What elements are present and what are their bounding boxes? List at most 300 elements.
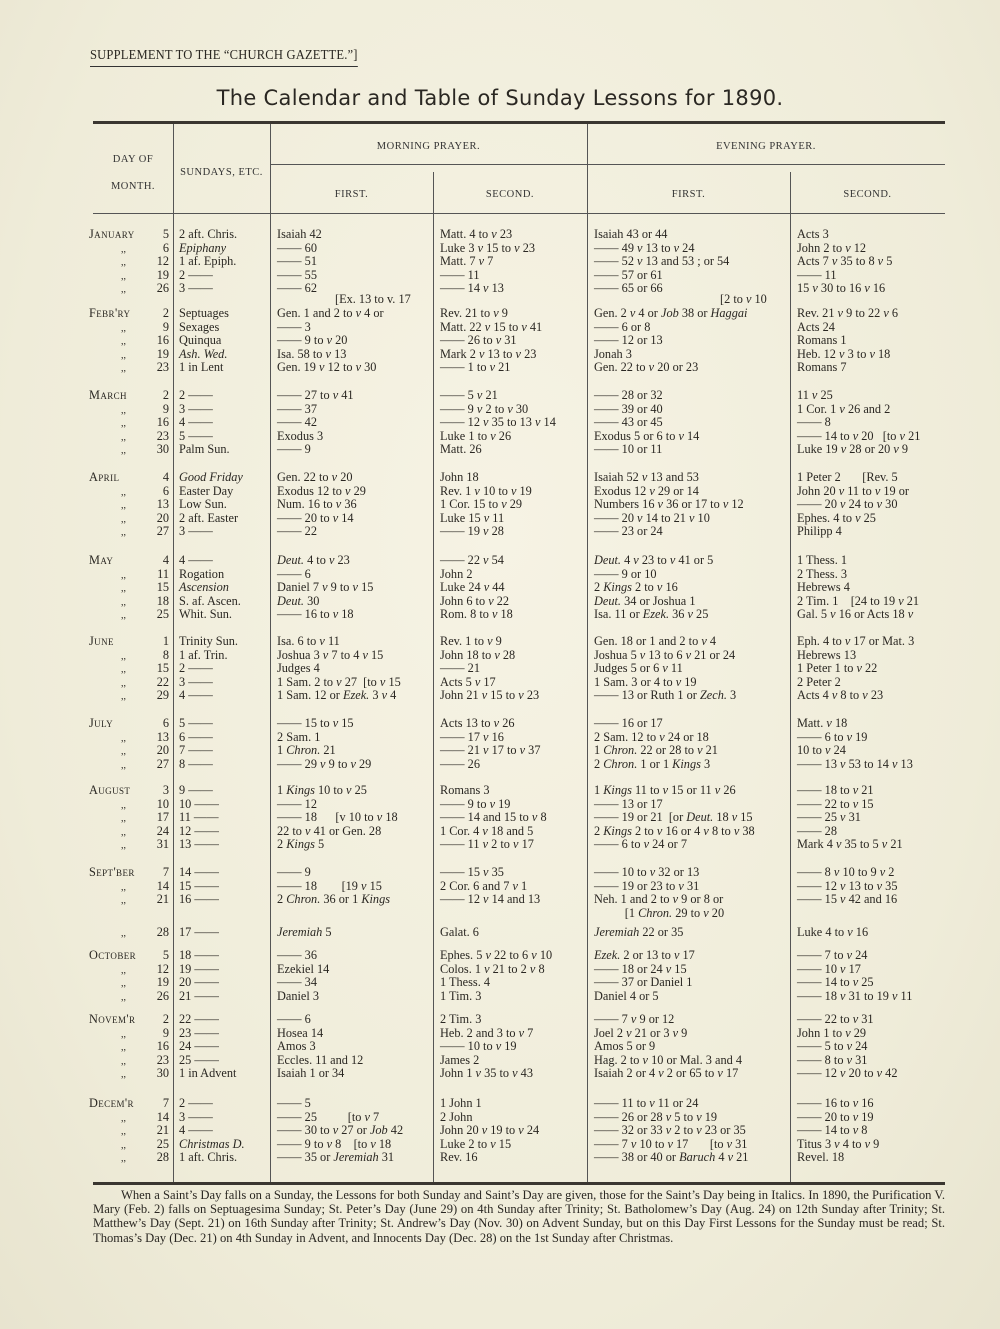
day-number: 20 bbox=[156, 743, 169, 758]
sunday-name: 2 aft. Easter bbox=[179, 510, 239, 525]
morning-first-lesson: —— 9 to v 20 bbox=[277, 333, 348, 348]
evening-first-lesson: —— 18 or 24 v 15 bbox=[594, 961, 687, 976]
lessons-table bbox=[89, 121, 945, 1185]
day-number: 24 bbox=[156, 823, 169, 838]
ditto-mark: ,, bbox=[121, 527, 126, 539]
sunday-name: S. af. Ascen. bbox=[179, 593, 241, 608]
evening-first-lesson: —— 11 to v 11 or 24 bbox=[594, 1096, 699, 1110]
sunday-name: 4 —— bbox=[179, 688, 213, 703]
morning-second-lesson: John 1 v 35 to v 43 bbox=[440, 1066, 533, 1081]
morning-first-lesson: —— 35 or Jeremiah 31 bbox=[277, 1150, 395, 1165]
sunday-name: 18 —— bbox=[179, 948, 219, 962]
day-number: 27 bbox=[156, 524, 169, 539]
morning-second-lesson: —— 22 v 54 bbox=[440, 553, 504, 567]
evening-second-lesson: —— 13 v 53 to 14 v 13 bbox=[797, 756, 913, 771]
evening-second-lesson: —— 6 to v 19 bbox=[797, 729, 868, 744]
evening-second-lesson: 1 Cor. 1 v 26 and 2 bbox=[797, 401, 891, 416]
morning-first-lesson: Isaiah 42 bbox=[277, 227, 322, 241]
evening-first-lesson: Deut. 4 v 23 to v 41 or 5 bbox=[594, 553, 714, 567]
evening-second-lesson: Philipp 4 bbox=[797, 524, 842, 539]
morning-first-lesson: —— 9 to v 8 [to v 18 bbox=[277, 1136, 392, 1151]
month-name: Sept'ber bbox=[89, 865, 135, 879]
month-name: July bbox=[89, 716, 113, 730]
morning-second-lesson: Rev. 1 v 10 to v 19 bbox=[440, 483, 532, 498]
morning-first-lesson: —— 12 bbox=[277, 796, 317, 811]
sunday-name: 6 —— bbox=[179, 729, 213, 744]
day-of-month bbox=[89, 634, 169, 649]
evening-second-lesson: —— 28 bbox=[797, 823, 837, 838]
morning-first-lesson: Eccles. 11 and 12 bbox=[277, 1052, 364, 1067]
day-number: 18 bbox=[156, 593, 169, 608]
supplement-heading: SUPPLEMENT TO THE “CHURCH GAZETTE.”] bbox=[90, 47, 358, 67]
evening-first-lesson: —— 9 or 10 bbox=[594, 566, 657, 581]
evening-second-lesson: Luke 19 v 28 or 20 v 9 bbox=[797, 442, 909, 457]
evening-first-lesson: —— 37 or Daniel 1 bbox=[594, 975, 693, 990]
column-divider bbox=[790, 172, 791, 1182]
day-of-month bbox=[93, 838, 169, 853]
morning-first-lesson: —— 18 [v 10 to v 18 bbox=[277, 810, 398, 825]
morning-first-lesson: —— 60 bbox=[277, 240, 317, 255]
morning-second-lesson: John 18 bbox=[440, 470, 479, 484]
ditto-mark: ,, bbox=[121, 1153, 126, 1165]
ditto-mark: ,, bbox=[121, 500, 126, 512]
morning-second-lesson: John 2 bbox=[440, 566, 473, 581]
morning-first-lesson: 2 Chron. 36 or 1 Kings bbox=[277, 892, 391, 907]
evening-first-lesson: —— 10 to v 32 or 13 bbox=[594, 865, 700, 879]
sunday-name: 3 —— bbox=[179, 674, 213, 689]
day-of-month bbox=[89, 1096, 169, 1111]
ditto-mark: ,, bbox=[121, 978, 126, 990]
evening-first-lesson: 2 Sam. 12 to v 24 or 18 bbox=[594, 729, 709, 744]
morning-second-lesson: —— 26 bbox=[440, 756, 480, 771]
morning-first-lesson: Deut. 4 to v 23 bbox=[277, 553, 350, 567]
header-morning-second: SECOND. bbox=[485, 189, 535, 200]
evening-second-lesson: 1 Peter 2 [Rev. 5 bbox=[797, 470, 898, 484]
morning-second-lesson: —— 21 bbox=[440, 661, 480, 676]
sunday-name: 4 —— bbox=[179, 1123, 213, 1138]
sunday-name: 4 —— bbox=[179, 415, 213, 430]
evening-first-lesson: 1 Sam. 3 or 4 to v 19 bbox=[594, 674, 697, 689]
ditto-mark: ,, bbox=[121, 895, 126, 907]
day-of-month bbox=[89, 948, 169, 963]
day-of-month bbox=[89, 388, 169, 403]
ditto-mark: ,, bbox=[121, 445, 126, 457]
day-number: 19 bbox=[156, 267, 169, 282]
evening-first-lesson: Jeremiah 22 or 35 bbox=[594, 925, 684, 940]
sunday-name: Whit. Sun. bbox=[179, 607, 232, 622]
morning-second-lesson: 1 Thess. 4 bbox=[440, 975, 491, 990]
morning-second-lesson: Matt. 7 v 7 bbox=[440, 254, 494, 269]
header-sundays: SUNDAYS, ETC. bbox=[180, 167, 263, 178]
evening-second-lesson: Mark 4 v 35 to 5 v 21 bbox=[797, 837, 903, 852]
sunday-name: 10 —— bbox=[179, 796, 219, 811]
morning-second-lesson: Colos. 1 v 21 to 2 v 8 bbox=[440, 961, 545, 976]
morning-second-lesson: Acts 5 v 17 bbox=[440, 674, 496, 689]
day-number: 12 bbox=[156, 961, 169, 976]
evening-first-lesson: 2 Kings 2 to v 16 or 4 v 8 to v 38 bbox=[594, 823, 755, 838]
evening-first-lesson: Ezek. 2 or 13 to v 17 bbox=[594, 948, 695, 962]
day-number: 8 bbox=[162, 647, 169, 662]
ditto-mark: ,, bbox=[121, 732, 126, 744]
morning-first-lesson: Isa. 58 to v 13 bbox=[277, 346, 347, 361]
day-of-month bbox=[93, 525, 169, 540]
morning-second-lesson: 1 Cor. 4 v 18 and 5 bbox=[440, 823, 534, 838]
sunday-name: Rogation bbox=[179, 566, 225, 581]
sunday-name: 1 in Lent bbox=[179, 360, 224, 375]
evening-first-lesson: 2 Chron. 1 or 1 Kings 3 bbox=[594, 756, 711, 771]
month-name: Decem'r bbox=[89, 1096, 134, 1110]
morning-second-lesson: —— 10 to v 19 bbox=[440, 1039, 517, 1054]
sunday-name: Sexages bbox=[179, 319, 220, 334]
continuation-note: [2 to v 10 bbox=[720, 292, 767, 307]
day-of-month bbox=[89, 227, 169, 242]
evening-first-lesson: —— 10 or 11 bbox=[594, 442, 663, 457]
morning-first-lesson: Deut. 30 bbox=[277, 593, 320, 608]
day-number: 19 bbox=[156, 975, 169, 990]
ditto-mark: ,, bbox=[121, 270, 126, 282]
morning-second-lesson: 2 Tim. 3 bbox=[440, 1012, 482, 1026]
morning-second-lesson: —— 9 v 2 to v 30 bbox=[440, 401, 529, 416]
day-number: 29 bbox=[156, 688, 169, 703]
day-number: 16 bbox=[156, 1039, 169, 1054]
evening-first-lesson: —— 52 v 13 and 53 ; or 54 bbox=[594, 254, 730, 269]
evening-second-lesson: 2 Tim. 1 [24 to 19 v 21 bbox=[797, 593, 920, 608]
morning-first-lesson: —— 34 bbox=[277, 975, 317, 990]
evening-second-lesson: —— 14 to v 8 bbox=[797, 1123, 868, 1138]
ditto-mark: ,, bbox=[121, 664, 126, 676]
evening-second-lesson: —— 10 v 17 bbox=[797, 961, 861, 976]
evening-second-lesson: Titus 3 v 4 to v 9 bbox=[797, 1136, 880, 1151]
sunday-name: 2 —— bbox=[179, 388, 213, 402]
morning-second-lesson: Matt. 4 to v 23 bbox=[440, 227, 513, 241]
evening-first-lesson: —— 26 or 28 v 5 to v 19 bbox=[594, 1109, 718, 1124]
morning-first-lesson: —— 29 v 9 to v 29 bbox=[277, 756, 372, 771]
evening-second-lesson: Acts 3 bbox=[797, 227, 829, 241]
evening-second-lesson: John 20 v 11 to v 19 or bbox=[797, 483, 909, 498]
morning-second-lesson: —— 19 v 28 bbox=[440, 524, 504, 539]
evening-second-lesson: —— 25 v 31 bbox=[797, 810, 861, 825]
day-number: 6 bbox=[162, 240, 169, 255]
morning-second-lesson: John 6 to v 22 bbox=[440, 593, 510, 608]
sunday-name: 3 —— bbox=[179, 401, 213, 416]
evening-second-lesson: Matt. v 18 bbox=[797, 716, 848, 730]
day-number: 20 bbox=[156, 510, 169, 525]
morning-first-lesson: Hosea 14 bbox=[277, 1025, 324, 1040]
evening-first-lesson: Isa. 11 or Ezek. 36 v 25 bbox=[594, 607, 709, 622]
month-name: October bbox=[89, 948, 137, 962]
header-divider bbox=[270, 164, 945, 165]
evening-first-lesson: —— 32 or 33 v 2 to v 23 or 35 bbox=[594, 1123, 746, 1138]
column-divider bbox=[270, 124, 271, 1182]
evening-first-lesson: —— 38 or 40 or Baruch 4 v 21 bbox=[594, 1150, 749, 1165]
evening-second-lesson: 15 v 30 to 16 v 16 bbox=[797, 281, 886, 296]
morning-second-lesson: —— 11 bbox=[440, 267, 480, 282]
month-name: April bbox=[89, 470, 120, 484]
evening-first-lesson: Amos 5 or 9 bbox=[594, 1039, 656, 1054]
evening-second-lesson: —— 7 to v 24 bbox=[797, 948, 868, 962]
evening-first-lesson: Judges 5 or 6 v 11 bbox=[594, 661, 683, 676]
morning-second-lesson: 1 John 1 bbox=[440, 1096, 482, 1110]
evening-second-lesson: Acts 7 v 35 to 8 v 5 bbox=[797, 254, 893, 269]
sunday-name: 17 —— bbox=[179, 925, 219, 940]
morning-second-lesson: 1 Tim. 3 bbox=[440, 988, 482, 1003]
ditto-mark: ,, bbox=[121, 257, 126, 269]
day-number: 2 bbox=[162, 388, 169, 402]
day-of-month bbox=[93, 361, 169, 376]
day-number: 4 bbox=[162, 553, 169, 567]
header-month: MONTH. bbox=[110, 181, 156, 192]
evening-second-lesson: —— 15 v 42 and 16 bbox=[797, 892, 898, 907]
evening-second-lesson: —— 18 v 31 to 19 v 11 bbox=[797, 988, 913, 1003]
evening-second-lesson: Acts 24 bbox=[797, 319, 835, 334]
day-number: 2 bbox=[162, 1012, 169, 1026]
sunday-name: 5 —— bbox=[179, 428, 213, 443]
ditto-mark: ,, bbox=[121, 826, 126, 838]
ditto-mark: ,, bbox=[121, 404, 126, 416]
day-number: 14 bbox=[156, 1109, 169, 1124]
evening-first-lesson: —— 6 or 8 bbox=[594, 319, 651, 334]
evening-first-lesson: —— 6 to v 24 or 7 bbox=[594, 837, 687, 852]
evening-first-lesson: Jonah 3 bbox=[594, 346, 632, 361]
day-number: 5 bbox=[162, 948, 169, 962]
ditto-mark: ,, bbox=[121, 691, 126, 703]
evening-second-lesson: Hebrews 13 bbox=[797, 647, 857, 662]
day-of-month bbox=[89, 306, 169, 321]
footnote: When a Saint’s Day falls on a Sunday, the Lessons for both Sunday and Saint’s Day are given, those for the Saint’s Day being in Italics. In 1890, the Purification V. Mary (Feb. 2) falls on Septuagesima Sunday; St. Peter’s Day (June 29) on 4th Sunday after Trinity; St. Batholomew’s Day (Aug. 24) on 12th Sunday after Trinity; St. Matthew’s Day (Sept. 21) on 16th Sunday after Trinity; St. Andrew’s Day (Nov. 30) on Advent Sunday, but on this Day First Lessons for the Sunday must be read; St. Thomas’s Day (Dec. 21) on 4th Sunday in Advent, and Innocents Day (Dec. 28) on the 1st Sunday after Christmas. bbox=[93, 1188, 945, 1245]
evening-first-lesson: [1 Chron. 29 to v 20 bbox=[624, 905, 725, 920]
sunday-name: 1 af. Trin. bbox=[179, 647, 228, 662]
day-number: 9 bbox=[162, 319, 169, 334]
evening-second-lesson: —— 20 to v 19 bbox=[797, 1109, 874, 1124]
morning-second-lesson: —— 15 v 35 bbox=[440, 865, 504, 879]
day-of-month bbox=[93, 282, 169, 297]
sunday-name: Palm Sun. bbox=[179, 442, 230, 457]
evening-first-lesson: Neh. 1 and 2 to v 9 or 8 or bbox=[594, 892, 724, 907]
ditto-mark: ,, bbox=[121, 583, 126, 595]
ditto-mark: ,, bbox=[121, 759, 126, 771]
morning-second-lesson: Rev. 1 to v 9 bbox=[440, 634, 502, 648]
sunday-name: 22 —— bbox=[179, 1012, 219, 1026]
sunday-name: 21 —— bbox=[179, 988, 219, 1003]
evening-second-lesson: —— 22 to v 15 bbox=[797, 796, 874, 811]
morning-first-lesson: Isaiah 1 or 34 bbox=[277, 1066, 345, 1081]
day-number: 19 bbox=[156, 346, 169, 361]
morning-first-lesson: —— 18 [19 v 15 bbox=[277, 878, 382, 893]
sunday-name: 15 —— bbox=[179, 878, 219, 893]
morning-first-lesson: Joshua 3 v 7 to 4 v 15 bbox=[277, 647, 384, 662]
evening-second-lesson: Luke 4 to v 16 bbox=[797, 925, 869, 940]
day-number: 28 bbox=[156, 1150, 169, 1165]
morning-first-lesson: —— 6 bbox=[277, 1012, 311, 1026]
evening-first-lesson: Joshua 5 v 13 to 6 v 21 or 24 bbox=[594, 647, 736, 662]
sunday-name: 1 af. Epiph. bbox=[179, 254, 237, 269]
evening-first-lesson: —— 12 or 13 bbox=[594, 333, 663, 348]
ditto-mark: ,, bbox=[121, 1069, 126, 1081]
morning-second-lesson: Ephes. 5 v 22 to 6 v 10 bbox=[440, 948, 553, 962]
column-divider bbox=[433, 172, 434, 1182]
morning-first-lesson: 2 Kings 5 bbox=[277, 837, 325, 852]
sunday-name: 19 —— bbox=[179, 961, 219, 976]
evening-second-lesson: Ephes. 4 to v 25 bbox=[797, 510, 876, 525]
sunday-name: 5 —— bbox=[179, 716, 213, 730]
sunday-name: 20 —— bbox=[179, 975, 219, 990]
morning-second-lesson: —— 12 v 35 to 13 v 14 bbox=[440, 415, 556, 430]
sunday-name: 25 —— bbox=[179, 1052, 219, 1067]
morning-second-lesson: Acts 13 to v 26 bbox=[440, 716, 515, 730]
day-number: 26 bbox=[156, 281, 169, 296]
header-evening-first: FIRST. bbox=[671, 189, 706, 200]
day-number: 23 bbox=[156, 360, 169, 375]
morning-first-lesson: —— 27 to v 41 bbox=[277, 388, 354, 402]
ditto-mark: ,, bbox=[121, 336, 126, 348]
evening-second-lesson: —— 11 bbox=[797, 267, 837, 282]
morning-first-lesson: 1 Sam. 12 or Ezek. 3 v 4 bbox=[277, 688, 397, 703]
sunday-name: 8 —— bbox=[179, 756, 213, 771]
evening-first-lesson: Isaiah 52 v 13 and 53 bbox=[594, 470, 699, 484]
evening-second-lesson: 2 Peter 2 bbox=[797, 674, 841, 689]
month-name: May bbox=[89, 553, 114, 567]
header-evening-second: SECOND. bbox=[843, 189, 892, 200]
sunday-name: Septuages bbox=[179, 306, 229, 320]
evening-second-lesson: —— 14 to v 25 bbox=[797, 975, 874, 990]
morning-first-lesson: 22 to v 41 or Gen. 28 bbox=[277, 823, 382, 838]
day-number: 14 bbox=[156, 878, 169, 893]
evening-second-lesson: Gal. 5 v 16 or Acts 18 v bbox=[797, 607, 914, 622]
sunday-name: 7 —— bbox=[179, 743, 213, 758]
month-name: March bbox=[89, 388, 127, 402]
day-number: 4 bbox=[162, 470, 169, 484]
evening-second-lesson: Romans 1 bbox=[797, 333, 847, 348]
evening-second-lesson: Hebrews 4 bbox=[797, 580, 850, 595]
morning-first-lesson: —— 20 to v 14 bbox=[277, 510, 354, 525]
morning-second-lesson: —— 11 v 2 to v 17 bbox=[440, 837, 534, 852]
sunday-name: 4 —— bbox=[179, 553, 213, 567]
day-number: 30 bbox=[156, 442, 169, 457]
sunday-name: 3 —— bbox=[179, 524, 213, 539]
evening-second-lesson: 1 Peter 1 to v 22 bbox=[797, 661, 878, 676]
month-name: Novem'r bbox=[89, 1012, 136, 1026]
header-bottom-rule bbox=[93, 213, 945, 214]
evening-second-lesson: —— 8 bbox=[797, 415, 831, 430]
morning-first-lesson: —— 3 bbox=[277, 319, 311, 334]
ditto-mark: ,, bbox=[121, 928, 126, 940]
day-of-month bbox=[89, 553, 169, 568]
evening-second-lesson: Eph. 4 to v 17 or Mat. 3 bbox=[797, 634, 915, 648]
sunday-name: 2 —— bbox=[179, 1096, 213, 1110]
day-number: 2 bbox=[162, 306, 169, 320]
morning-second-lesson: Rev. 16 bbox=[440, 1150, 478, 1165]
evening-first-lesson: —— 16 or 17 bbox=[594, 716, 663, 730]
morning-second-lesson: Rom. 8 to v 18 bbox=[440, 607, 513, 622]
day-number: 7 bbox=[162, 865, 169, 879]
morning-first-lesson: Gen. 22 to v 20 bbox=[277, 470, 353, 484]
sunday-name: 12 —— bbox=[179, 823, 219, 838]
morning-second-lesson: —— 26 to v 31 bbox=[440, 333, 517, 348]
day-of-month bbox=[93, 1067, 169, 1082]
evening-first-lesson: —— 28 or 32 bbox=[594, 388, 663, 402]
day-number: 26 bbox=[156, 988, 169, 1003]
morning-first-lesson: Exodus 3 bbox=[277, 428, 324, 443]
month-name: Febr'ry bbox=[89, 306, 131, 320]
morning-first-lesson: —— 30 to v 27 or Job 42 bbox=[277, 1123, 404, 1138]
morning-second-lesson: —— 21 v 17 to v 37 bbox=[440, 743, 541, 758]
day-of-month bbox=[93, 758, 169, 773]
evening-first-lesson: Deut. 34 or Joshua 1 bbox=[594, 593, 696, 608]
morning-first-lesson: 1 Kings 10 to v 25 bbox=[277, 783, 367, 797]
day-of-month bbox=[93, 1151, 169, 1166]
day-number: 6 bbox=[162, 483, 169, 498]
evening-second-lesson: —— 16 to v 16 bbox=[797, 1096, 874, 1110]
day-of-month bbox=[89, 716, 169, 731]
morning-first-lesson: Daniel 7 v 9 to v 15 bbox=[277, 580, 374, 595]
morning-first-lesson: 1 Chron. 21 bbox=[277, 743, 336, 758]
ditto-mark: ,, bbox=[121, 610, 126, 622]
morning-first-lesson: —— 22 bbox=[277, 524, 317, 539]
sunday-name: Epiphany bbox=[179, 240, 227, 255]
evening-first-lesson: Isaiah 43 or 44 bbox=[594, 227, 668, 241]
morning-second-lesson: Galat. 6 bbox=[440, 925, 479, 940]
morning-second-lesson: Luke 1 to v 26 bbox=[440, 428, 512, 443]
evening-first-lesson: —— 43 or 45 bbox=[594, 415, 663, 430]
morning-first-lesson: Judges 4 bbox=[277, 661, 320, 676]
morning-first-lesson: Amos 3 bbox=[277, 1039, 316, 1054]
day-of-month bbox=[89, 1012, 169, 1027]
evening-first-lesson: —— 65 or 66 bbox=[594, 281, 663, 296]
morning-first-lesson: Ezekiel 14 bbox=[277, 961, 330, 976]
evening-second-lesson: —— 14 to v 20 [to v 21 bbox=[797, 428, 921, 443]
day-number: 22 bbox=[156, 674, 169, 689]
morning-first-lesson: Daniel 3 bbox=[277, 988, 320, 1003]
ditto-mark: ,, bbox=[121, 322, 126, 334]
evening-first-lesson: —— 13 or Ruth 1 or Zech. 3 bbox=[594, 688, 737, 703]
evening-second-lesson: 2 Thess. 3 bbox=[797, 566, 848, 581]
day-number: 13 bbox=[156, 729, 169, 744]
page-title: The Calendar and Table of Sunday Lessons for 1890. bbox=[216, 86, 784, 110]
ditto-mark: ,, bbox=[121, 284, 126, 296]
sunday-name: Quinqua bbox=[179, 333, 222, 348]
ditto-mark: ,, bbox=[121, 431, 126, 443]
ditto-mark: ,, bbox=[121, 363, 126, 375]
morning-first-lesson: —— 9 bbox=[277, 442, 311, 457]
ditto-mark: ,, bbox=[121, 1055, 126, 1067]
day-number: 9 bbox=[162, 401, 169, 416]
day-of-month bbox=[93, 990, 169, 1005]
evening-second-lesson: 1 Thess. 1 bbox=[797, 553, 848, 567]
evening-first-lesson: 2 Kings 2 to v 16 bbox=[594, 580, 678, 595]
evening-second-lesson: —— 8 to v 31 bbox=[797, 1052, 868, 1067]
sunday-name: 23 —— bbox=[179, 1025, 219, 1040]
morning-second-lesson: Matt. 26 bbox=[440, 442, 482, 457]
evening-second-lesson: —— 22 to v 31 bbox=[797, 1012, 874, 1026]
evening-second-lesson: —— 18 to v 21 bbox=[797, 783, 874, 797]
morning-first-lesson: —— 37 bbox=[277, 401, 317, 416]
evening-first-lesson: —— 23 or 24 bbox=[594, 524, 663, 539]
day-of-month bbox=[89, 470, 169, 485]
evening-first-lesson: —— 13 or 17 bbox=[594, 796, 663, 811]
morning-second-lesson: —— 14 and 15 to v 8 bbox=[440, 810, 547, 825]
sunday-name: 16 —— bbox=[179, 892, 219, 907]
morning-second-lesson: Luke 2 to v 15 bbox=[440, 1136, 512, 1151]
morning-first-lesson: Jeremiah 5 bbox=[277, 925, 332, 940]
evening-second-lesson: —— 12 v 20 to v 42 bbox=[797, 1066, 898, 1081]
day-number: 13 bbox=[156, 497, 169, 512]
day-number: 31 bbox=[156, 837, 169, 852]
day-of-month bbox=[89, 783, 169, 798]
evening-second-lesson: —— 8 v 10 to 9 v 2 bbox=[797, 865, 895, 879]
morning-first-lesson: —— 25 [to v 7 bbox=[277, 1109, 380, 1124]
day-number: 27 bbox=[156, 756, 169, 771]
evening-second-lesson: 10 to v 24 bbox=[797, 743, 846, 758]
